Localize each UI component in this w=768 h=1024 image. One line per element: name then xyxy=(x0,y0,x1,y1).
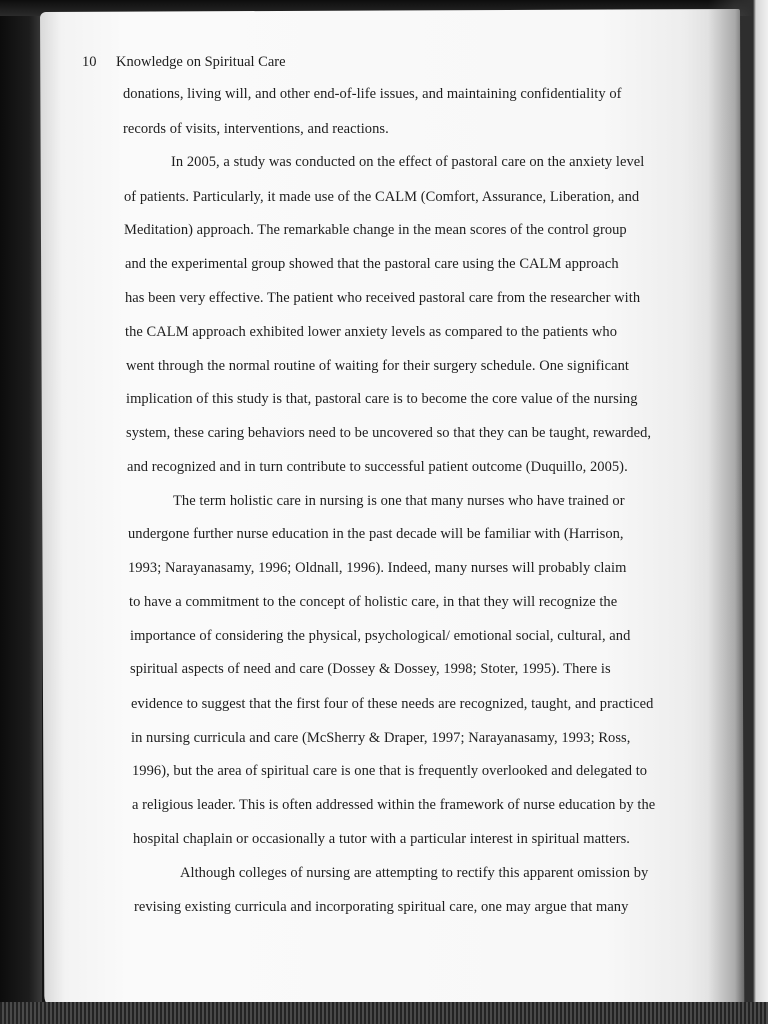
body-line: In 2005, a study was conducted on the effect of pastoral care on the anxiety level xyxy=(171,154,645,170)
body-line: went through the normal routine of waiting for their surgery schedule. One significant xyxy=(126,358,629,374)
scanner-bottom-edge xyxy=(0,1002,768,1024)
body-line: system, these caring behaviors need to be uncovered so that they can be taught, rewarded, xyxy=(126,425,652,441)
body-line: of patients. Particularly, it made use of the CALM (Comfort, Assurance, Liberation, and xyxy=(124,189,640,205)
body-line: undergone further nurse education in the past decade will be familiar with (Harrison, xyxy=(128,526,624,542)
body-line: the CALM approach exhibited lower anxiety levels as compared to the patients who xyxy=(125,324,618,340)
book-gutter-shadow xyxy=(708,0,768,1024)
body-line: donations, living will, and other end-of-life issues, and maintaining confidentiality of xyxy=(123,86,622,102)
body-line: has been very effective. The patient who received pastoral care from the researcher with xyxy=(125,290,641,306)
body-line: a religious leader. This is often addressed within the framework of nurse education by the xyxy=(132,797,656,813)
running-title: Knowledge on Spiritual Care xyxy=(116,54,286,70)
body-line: Although colleges of nursing are attempting to rectify this apparent omission by xyxy=(180,865,649,881)
body-line: records of visits, interventions, and reactions. xyxy=(123,121,389,137)
body-line: hospital chaplain or occasionally a tutor with a particular interest in spiritual matters. xyxy=(133,831,630,847)
page-number: 10 xyxy=(82,54,97,70)
body-line: and the experimental group showed that the pastoral care using the CALM approach xyxy=(125,256,619,272)
body-line: to have a commitment to the concept of holistic care, in that they will recognize the xyxy=(129,594,618,610)
scanner-left-edge xyxy=(0,0,42,1024)
body-line: 1996), but the area of spiritual care is one that is frequently overlooked and delegated to xyxy=(132,763,648,779)
running-header xyxy=(82,54,286,71)
body-line: importance of considering the physical, psychological/ emotional social, cultural, and xyxy=(130,628,631,644)
body-line: evidence to suggest that the first four of these needs are recognized, taught, and practiced xyxy=(131,696,654,712)
body-line: in nursing curricula and care (McSherry & Draper, 1997; Narayanasamy, 1993; Ross, xyxy=(131,730,631,746)
body-line: revising existing curricula and incorporating spiritual care, one may argue that many xyxy=(134,899,629,915)
body-line: spiritual aspects of need and care (Dossey & Dossey, 1998; Stoter, 1995). There is xyxy=(130,661,611,677)
body-line: The term holistic care in nursing is one that many nurses who have trained or xyxy=(173,493,625,509)
body-line: 1993; Narayanasamy, 1996; Oldnall, 1996). Indeed, many nurses will probably claim xyxy=(128,560,627,576)
body-line: implication of this study is that, pastoral care is to become the core value of the nursing xyxy=(126,391,638,407)
body-line: Meditation) approach. The remarkable change in the mean scores of the control group xyxy=(124,222,627,238)
body-line: and recognized and in turn contribute to successful patient outcome (Duquillo, 2005). xyxy=(127,459,628,475)
